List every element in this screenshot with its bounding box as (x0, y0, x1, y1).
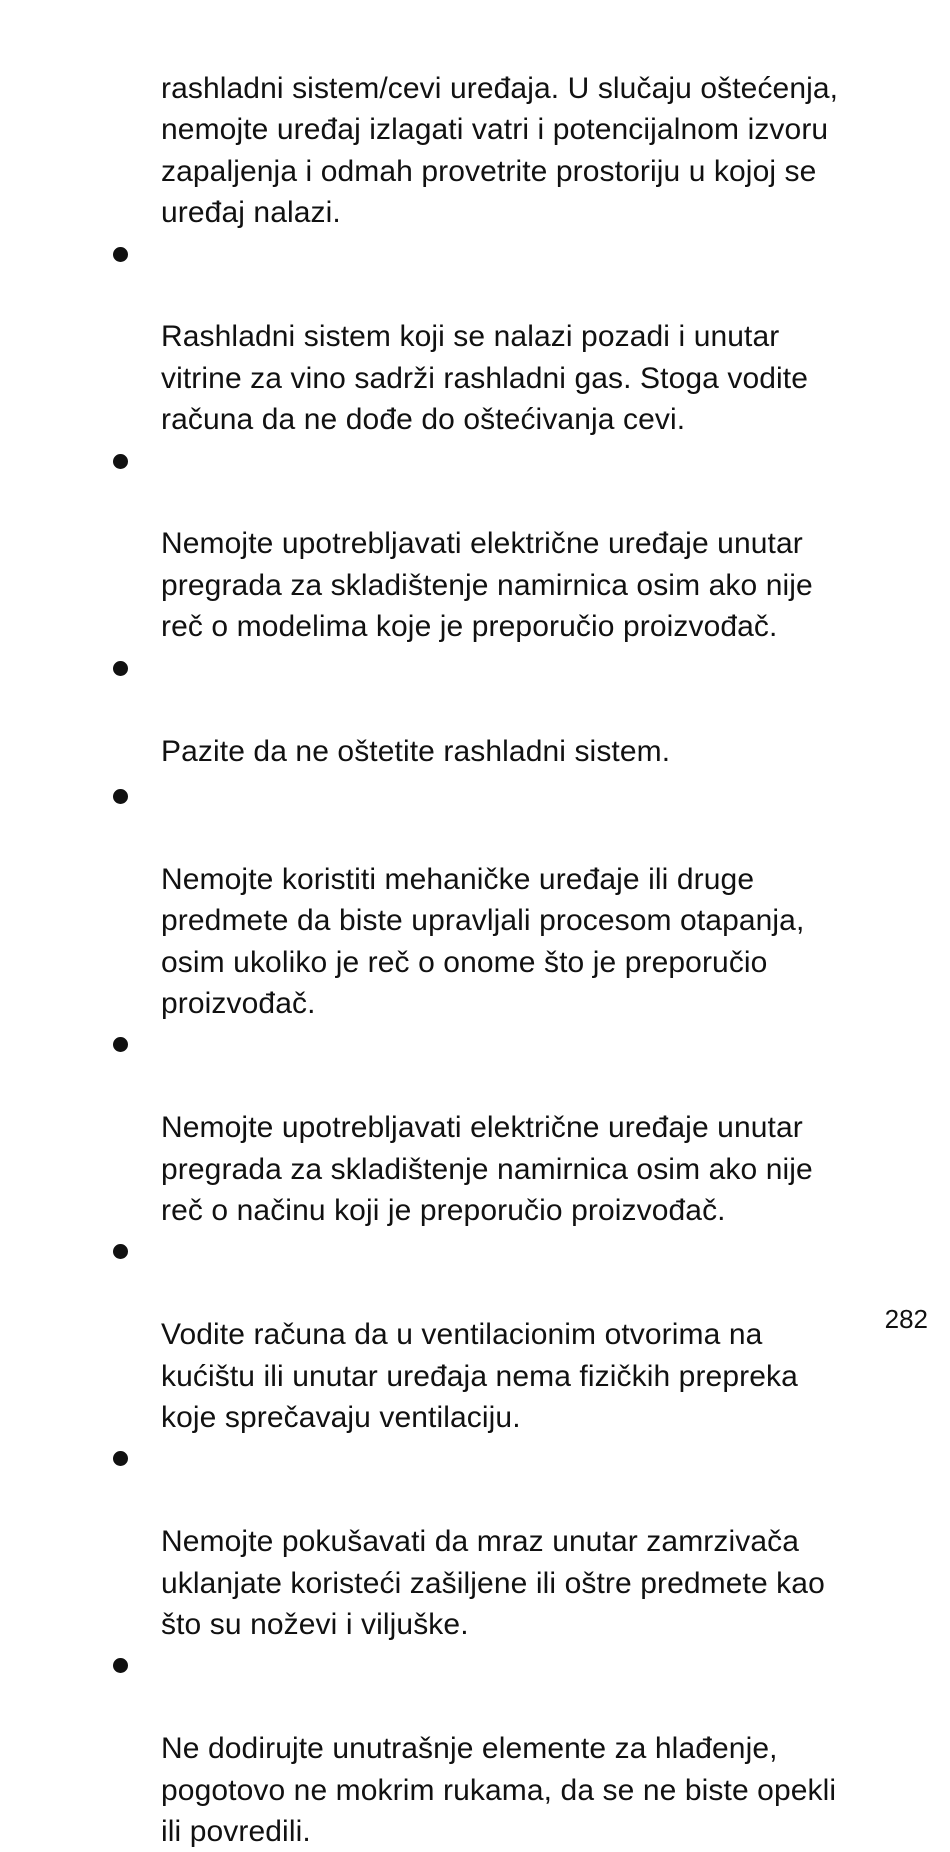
list-item (0, 1645, 950, 1852)
document-body (0, 68, 950, 1852)
continuation-paragraph: rashladni sistem/cevi uređaja. U slučaju oštećenja, nemojte uređaj izlagati vatri i potencijalnom izvoru zapaljenja i odmah provetrite prostoriju u kojoj se uređaj nalazi. (161, 72, 839, 230)
bullet-icon (113, 1037, 128, 1052)
bullet-icon (113, 661, 128, 676)
list-item-text: Pazite da ne oštetite rashladni sistem. (161, 734, 671, 768)
list-item-text: Nemojte koristiti mehaničke uređaje ili druge predmete da biste upravljali procesom otapanja, osim ukoliko je reč o onome što je preporučio proizvođač. (161, 862, 805, 1020)
list-item-text: Ne dodirujte unutrašnje elemente za hlađenje, pogotovo ne mokrim rukama, da se ne biste opekli ili povredili. (161, 1732, 837, 1849)
list-item-text: Vodite računa da u ventilacionim otvorima na kućištu ili unutar uređaja nema fizičkih prepreka koje sprečavaju ventilaciju. (161, 1318, 798, 1434)
bullet-icon (113, 454, 128, 469)
list-item-text: Rashladni sistem koji se nalazi pozadi i unutar vitrine za vino sadrži rashladni gas. Stoga vodite računa da ne dođe do oštećivanja cevi. (161, 320, 809, 437)
bullet-icon (113, 1658, 128, 1673)
list-item (0, 648, 950, 772)
list-item (0, 1231, 950, 1438)
list-item (0, 1024, 950, 1231)
list-item-text: Nemojte upotrebljavati električne uređaje unutar pregrada za skladištenje namirnica osim ako nije reč o načinu koji je preporučio proizvođač. (161, 1111, 813, 1227)
bullet-icon (113, 789, 128, 804)
list-item (0, 234, 950, 441)
list-item-text: Nemojte pokušavati da mraz unutar zamrzivača uklanjate koristeći zašiljene ili oštre predmete kao što su noževi i viljuške. (161, 1525, 825, 1642)
page-number: 282 (884, 1304, 928, 1334)
bullet-icon (113, 1244, 128, 1259)
list-item-text: Nemojte upotrebljavati električne uređaje unutar pregrada za skladištenje namirnica osim ako nije reč o modelima koje je preporučio proizvođač. (161, 527, 813, 644)
list-item (0, 441, 950, 648)
list-item (0, 1438, 950, 1645)
bullet-icon (113, 1451, 128, 1466)
list-item (0, 776, 950, 1024)
bullet-icon (113, 247, 128, 262)
